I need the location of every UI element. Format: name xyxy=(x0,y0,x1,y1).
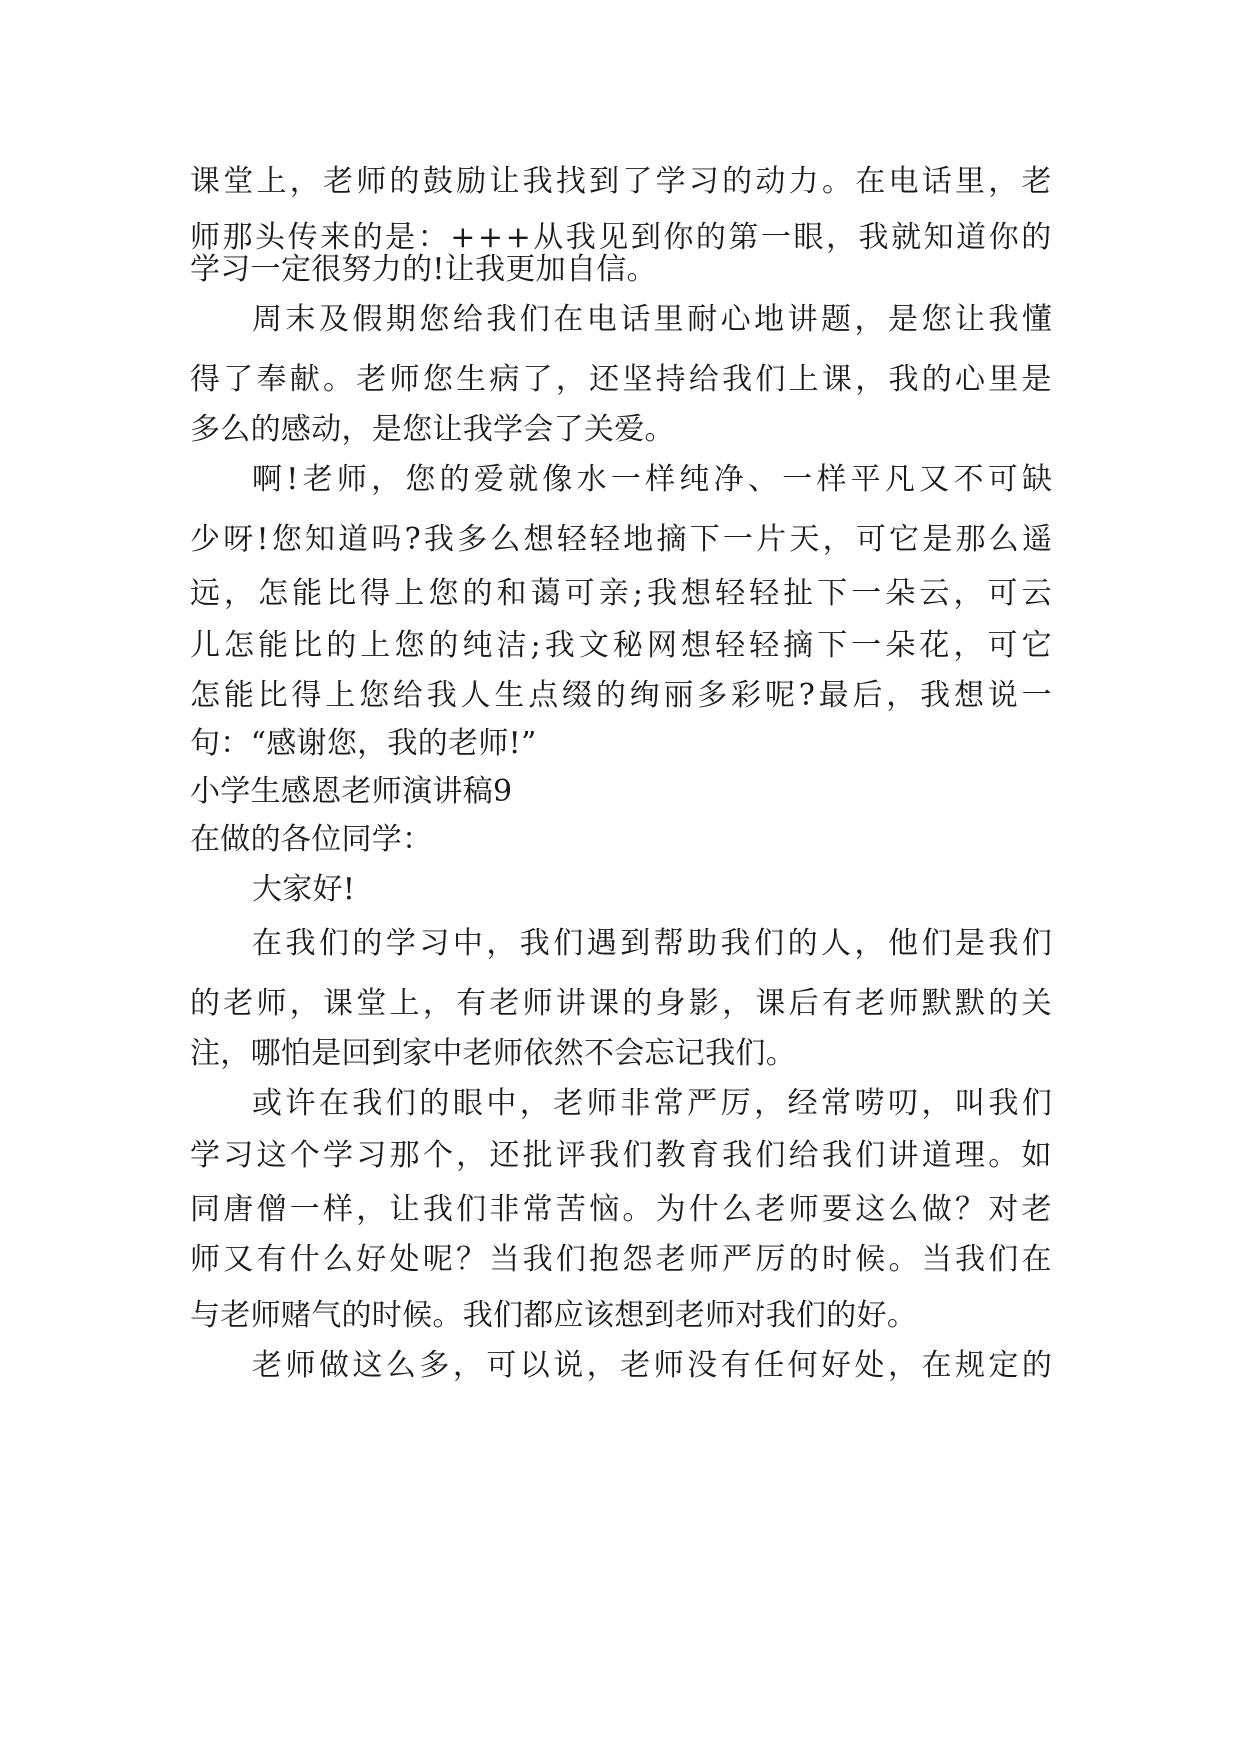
text-line: 课堂上，老师的鼓励让我找到了学习的动力。在电话里，老 xyxy=(190,164,1055,199)
text-line: 远，怎能比得上您的和蔼可亲;我想轻轻扯下一朵云，可云 xyxy=(190,576,1056,611)
text-line: 周末及假期您给我们在电话里耐心地讲题，是您让我懂 xyxy=(252,302,1056,337)
text-line: 在做的各位同学： xyxy=(190,822,433,857)
text-line: 多么的感动，是您让我学会了关爱。 xyxy=(190,412,675,447)
text-line: 老师做这么多，可以说，老师没有任何好处，在规定的 xyxy=(252,1348,1056,1383)
text-line: 或许在我们的眼中，老师非常严厉，经常唠叨，叫我们 xyxy=(252,1086,1056,1121)
text-line: 在我们的学习中，我们遇到帮助我们的人，他们是我们 xyxy=(252,926,1056,961)
text-line: 怎能比得上您给我人生点缀的绚丽多彩呢?最后，我想说一 xyxy=(190,678,1056,713)
text-line: 得了奉献。老师您生病了，还坚持给我们上课，我的心里是 xyxy=(190,362,1055,397)
text-line: 啊!老师，您的爱就像水一样纯净、一样平凡又不可缺 xyxy=(252,462,1057,497)
text-line: 的老师，课堂上，有老师讲课的身影，课后有老师默默的关 xyxy=(190,986,1055,1021)
section-heading: 小学生感恩老师演讲稿9 xyxy=(190,774,513,809)
text-line: 儿怎能比的上您的纯洁;我文秘网想轻轻摘下一朵花，可它 xyxy=(190,628,1056,663)
text-line: 同唐僧一样，让我们非常苦恼。为什么老师要这么做？对老 xyxy=(190,1192,1055,1227)
text-line: 学习一定很努力的!让我更加自信。 xyxy=(190,252,657,287)
text-line: 句：“感谢您，我的老师!” xyxy=(190,726,537,761)
text-line: 与老师赌气的时候。我们都应该想到老师对我们的好。 xyxy=(190,1298,918,1333)
text-line: 学习这个学习那个，还批评我们教育我们给我们讲道理。如 xyxy=(190,1138,1055,1173)
text-line: 注，哪怕是回到家中老师依然不会忘记我们。 xyxy=(190,1036,796,1071)
text-line: 师那头传来的是：+++从我见到你的第一眼，我就知道你的 xyxy=(190,220,1054,255)
text-line: 大家好! xyxy=(252,872,356,907)
text-line: 少呀!您知道吗?我多么想轻轻地摘下一片天，可它是那么遥 xyxy=(190,522,1056,557)
text-line: 师又有什么好处呢？当我们抱怨老师严厉的时候。当我们在 xyxy=(190,1242,1055,1277)
